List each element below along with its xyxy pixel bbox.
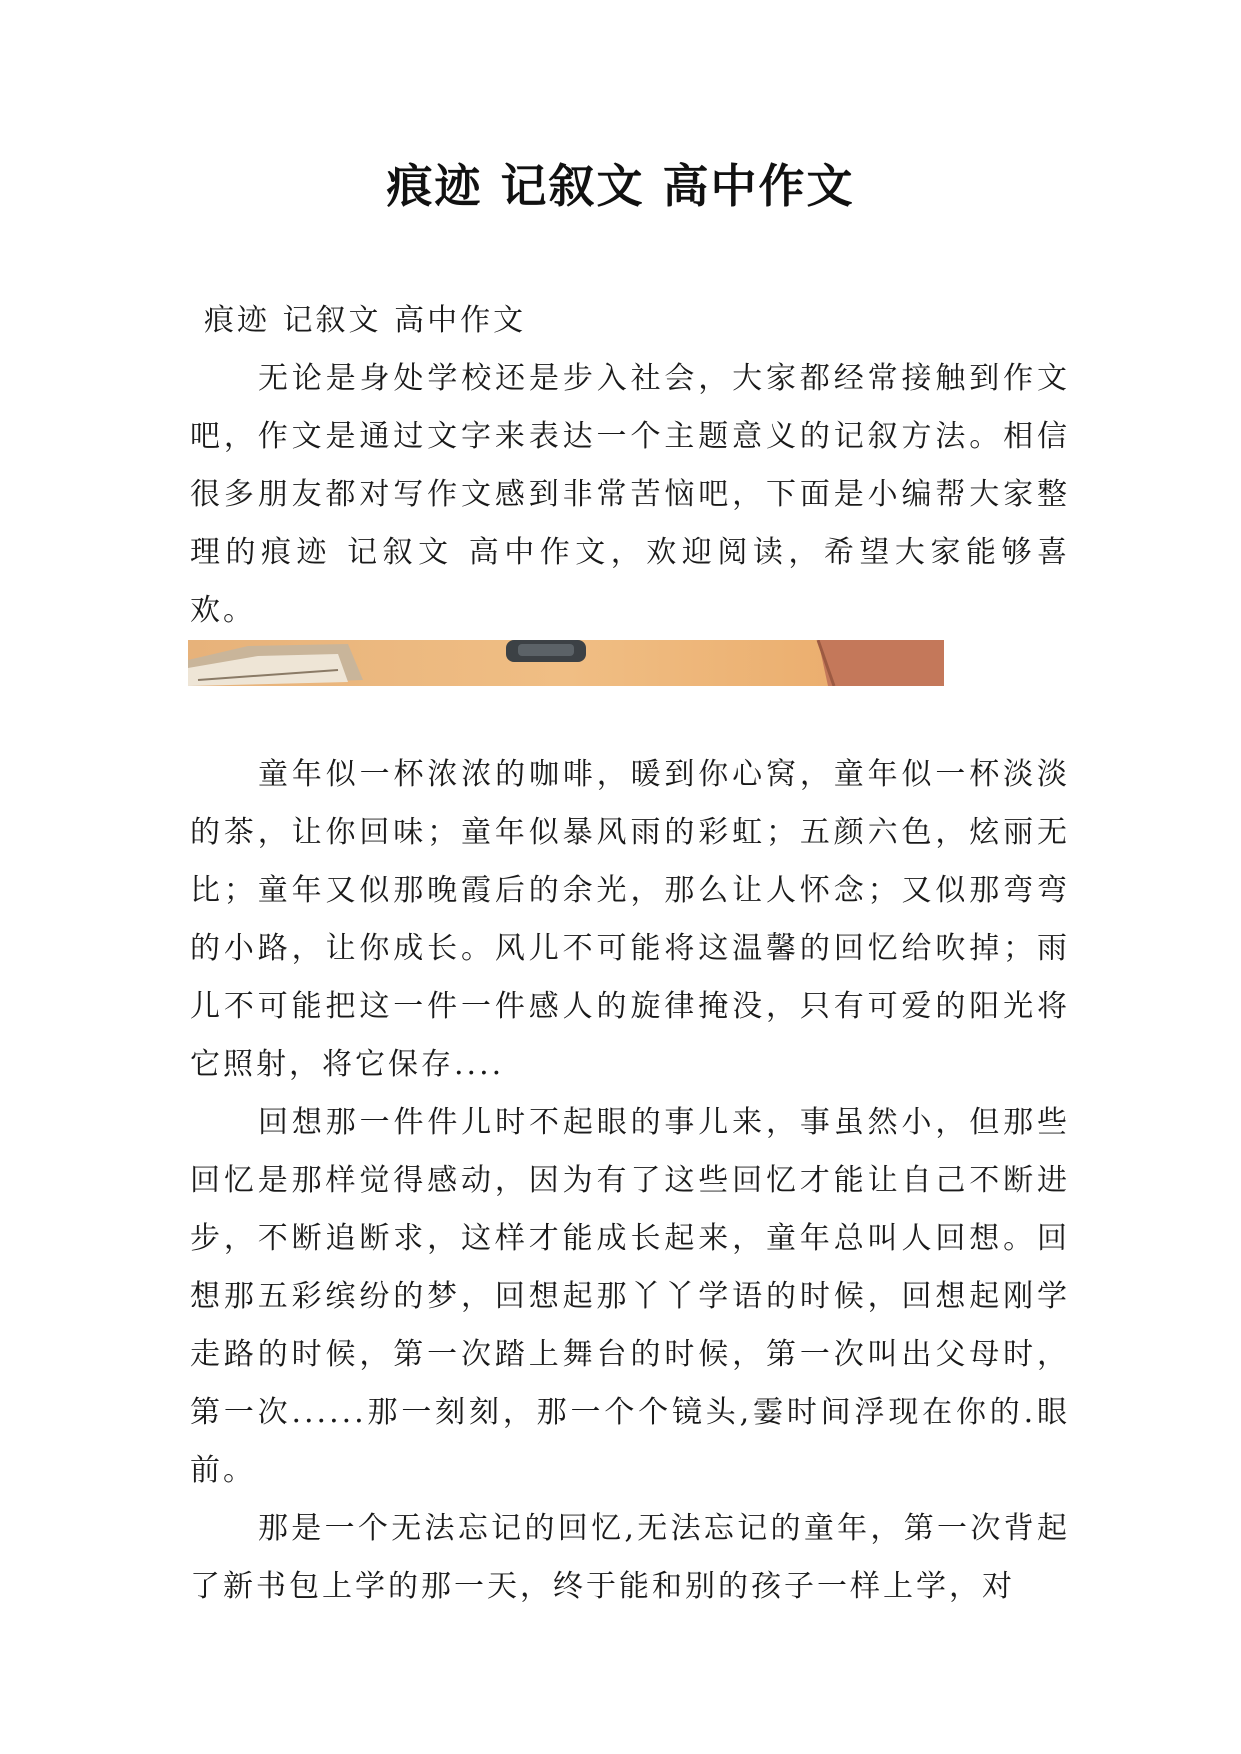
document-title: 痕迹 记叙文 高中作文 xyxy=(386,159,855,213)
document-body xyxy=(190,292,1070,1616)
body-paragraph: 童年似一杯浓浓的咖啡，暖到你心窝，童年似一杯淡淡的茶，让你回味；童年似暴风雨的彩虹；五颜六色，炫丽无比；童年又似那晚霞后的余光，那么让人怀念；又似那弯弯的小路，让你成长。风儿不可能将这温馨的回忆给吹掉；雨儿不可能把这一件一件感人的旋律掩没，只有可爱的阳光将它照射，将它保存.... xyxy=(190,757,1070,1082)
body-paragraph: 回想那一件件儿时不起眼的事儿来，事虽然小，但那些回忆是那样觉得感动，因为有了这些回忆才能让自己不断进步，不断追断求，这样才能成长起来，童年总叫人回想。回想那五彩缤纷的梦，回想起那丫丫学语的时候，回想起刚学走路的时候，第一次踏上舞台的时候，第一次叫出父母时，第一次......那一刻刻，那一个个镜头,霎时间浮现在你的.眼前。 xyxy=(190,1105,1070,1488)
intro-paragraph: 无论是身处学校还是步入社会，大家都经常接触到作文吧，作文是通过文字来表达一个主题意义的记叙方法。相信很多朋友都对写作文感到非常苦恼吧，下面是小编帮大家整理的痕迹 记叙文 高中作文，欢迎阅读，希望大家能够喜欢。 xyxy=(190,361,1070,628)
body-paragraph: 那是一个无法忘记的回忆,无法忘记的童年，第一次背起了新书包上学的那一天，终于能和别的孩子一样上学，对 xyxy=(190,1511,1070,1604)
article-photo xyxy=(188,640,944,686)
document-subtitle: 痕迹 记叙文 高中作文 xyxy=(204,303,527,338)
